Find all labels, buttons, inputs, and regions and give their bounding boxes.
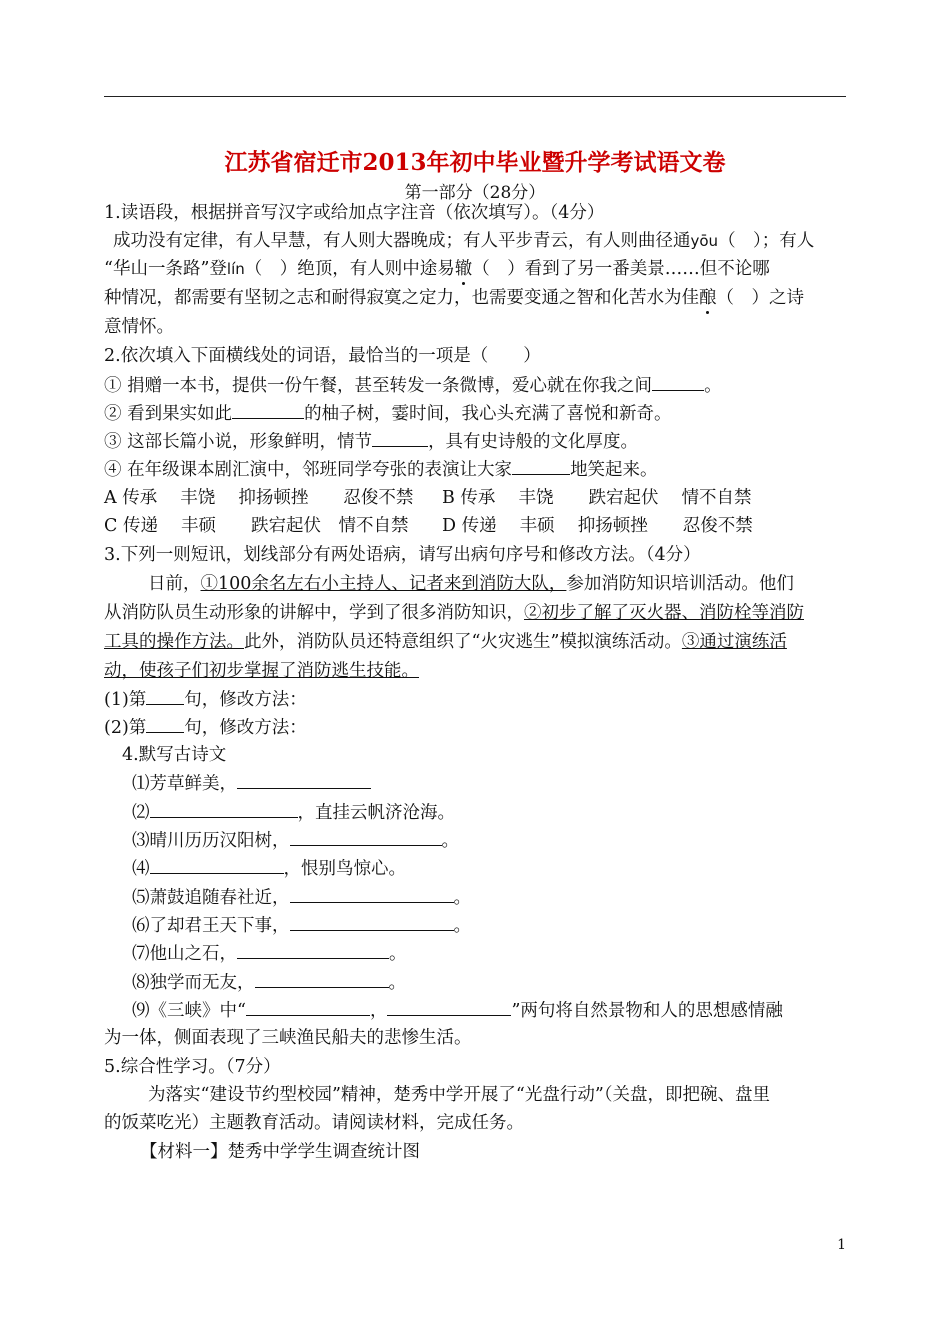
blank[interactable] xyxy=(146,688,184,705)
blank[interactable] xyxy=(237,942,389,959)
q3-para-1: 日前，①100余名左右小主持人、记者来到消防大队，参加消防知识培训活动。他们 xyxy=(148,574,794,594)
q1-prompt: 1.读语段，根据拼音写汉字或给加点字注音（依次填写）。（4分） xyxy=(104,203,605,223)
q2-sentence-3: ③ 这部长篇小说，形象鲜明，情节 ，具有史诗般的文化厚度。 xyxy=(104,432,639,452)
q4-item-8: ⑻独学而无友， 。 xyxy=(132,973,406,993)
q4-item-1: ⑴芳草鲜美， xyxy=(132,772,371,795)
blank[interactable] xyxy=(150,801,298,818)
q1-line-2: “华山一条路”登lín（ ）绝顶，有人则中途易辙（ ）看到了另一番美景……但不论哪 xyxy=(104,259,770,279)
q4-item-7: ⑺他山之石， 。 xyxy=(132,944,407,964)
blank[interactable] xyxy=(246,999,370,1016)
q2-prompt: 2.依次填入下面横线处的词语，最恰当的一项是（ ） xyxy=(104,346,541,366)
blank[interactable] xyxy=(237,772,371,789)
q2-option-c: C 传递 丰硕 跌宕起伏 情不自禁 xyxy=(104,516,409,536)
q4-item-2: ⑵ ，直挂云帆济沧海。 xyxy=(132,803,455,823)
q4-item-4: ⑷ ，恨别鸟惊心。 xyxy=(132,859,406,879)
q1-line-1: 成功没有定律，有人早慧，有人则大器晚成；有人平步青云，有人则曲径通yōu（ ）；有人 xyxy=(113,231,815,251)
q3-answer-1: (1)第 句，修改方法： xyxy=(104,690,307,710)
q2-option-d: D 传递 丰硕 抑扬顿挫 忍俊不禁 xyxy=(442,516,753,536)
header-rule xyxy=(104,96,846,97)
blank[interactable] xyxy=(290,829,442,846)
q4-item-3: ⑶晴川历历汉阳树， 。 xyxy=(132,831,459,851)
q2-option-b: B 传承 丰饶 跌宕起伏 情不自禁 xyxy=(442,488,752,508)
blank[interactable] xyxy=(372,430,428,447)
blank[interactable] xyxy=(232,402,304,419)
blank[interactable] xyxy=(146,716,184,733)
q2-option-a: A 传承 丰饶 抑扬顿挫 忍俊不禁 xyxy=(104,488,414,508)
q5-para-1: 为落实“建设节约型校园”精神，楚秀中学开展了“光盘行动”（关盘，即把碗、盘里 xyxy=(148,1085,771,1105)
section-heading: 第一部分（28分） xyxy=(404,183,546,203)
q2-sentence-4: ④ 在年级课本剧汇演中，邻班同学夸张的表演让大家 地笑起来。 xyxy=(104,460,658,480)
q1-line-4: 意情怀。 xyxy=(104,317,174,337)
q4-item-6: ⑹了却君王天下事， 。 xyxy=(132,916,471,936)
q3-para-2: 从消防队员生动形象的讲解中，学到了很多消防知识，②初步了解了灭火器、消防栓等消防 xyxy=(104,603,804,623)
q4-item-5: ⑸萧鼓追随春社近， 。 xyxy=(132,888,471,908)
q5-para-2: 的饭菜吃光）主题教育活动。请阅读材料，完成任务。 xyxy=(104,1113,524,1133)
blank[interactable] xyxy=(512,458,570,475)
q5-prompt: 5.综合性学习。（7分） xyxy=(104,1057,281,1077)
blank[interactable] xyxy=(290,886,454,903)
blank[interactable] xyxy=(652,374,704,391)
q4-item-9-cont: 为一体，侧面表现了三峡渔民船夫的悲惨生活。 xyxy=(104,1028,472,1048)
q2-sentence-1: ① 捐赠一本书，提供一份午餐，甚至转发一条微博，爱心就在你我之间 。 xyxy=(104,376,722,396)
q5-material-1: 【材料一】楚秀中学学生调查统计图 xyxy=(140,1142,420,1162)
q1-line-3: 种情况，都需要有坚韧之志和耐得寂寞之定力，也需要变通之智和化苦水为佳酿（ ）之诗 xyxy=(104,288,804,308)
q3-prompt: 3.下列一则短讯，划线部分有两处语病，请写出病句序号和修改方法。（4分） xyxy=(104,545,701,565)
blank[interactable] xyxy=(255,971,389,988)
blank[interactable] xyxy=(387,999,511,1016)
q3-answer-2: (2)第 句，修改方法： xyxy=(104,718,307,738)
page-title: 江苏省宿迁市2013年初中毕业暨升学考试语文卷 xyxy=(224,149,726,176)
q3-para-4: 动，使孩子们初步掌握了消防逃生技能。 xyxy=(104,661,419,681)
blank[interactable] xyxy=(290,914,454,931)
q3-para-3: 工具的操作方法。此外，消防队员还特意组织了“火灾逃生”模拟演练活动。③通过演练活 xyxy=(104,632,787,652)
q4-item-9: ⑼《三峡》中“ ， ”两句将自然景物和人的思想感情融 xyxy=(132,1001,783,1021)
q2-sentence-2: ② 看到果实如此 的柚子树，霎时间，我心头充满了喜悦和新奇。 xyxy=(104,404,672,424)
page-number: 1 xyxy=(837,1237,846,1253)
q4-prompt: 4.默写古诗文 xyxy=(122,745,227,765)
blank[interactable] xyxy=(150,857,284,874)
